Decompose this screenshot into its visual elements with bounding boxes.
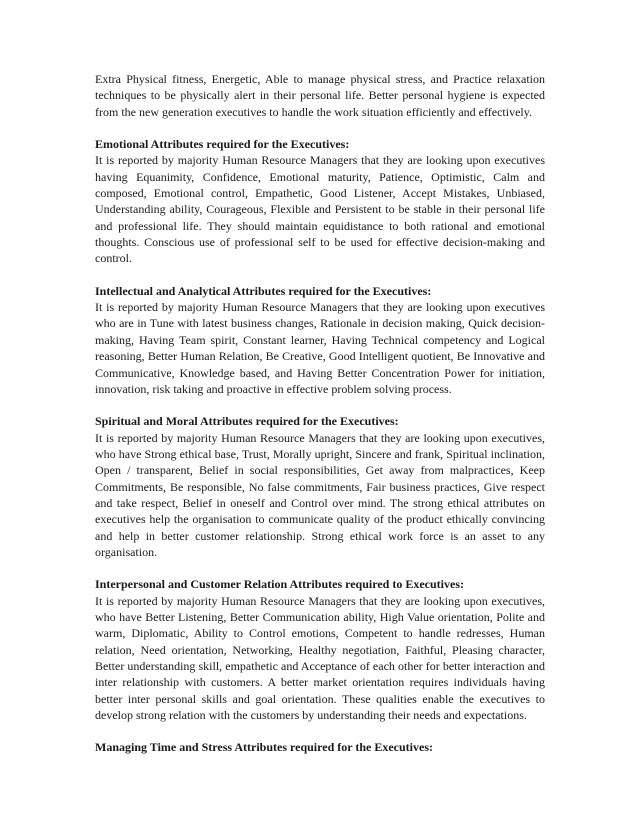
- section-heading: Intellectual and Analytical Attributes required for the Executives:: [95, 283, 432, 298]
- document-body: [95, 71, 545, 756]
- intro-paragraph: Extra Physical fitness, Energetic, Able to manage physical stress, and Practice relaxation techniques to be physically alert in their personal life. Better personal hygiene is expected from the new generation executives to handle the work situation efficiently and effectively.: [95, 72, 545, 119]
- section-heading: Spiritual and Moral Attributes required for the Executives:: [95, 414, 399, 429]
- section-heading: Interpersonal and Customer Relation Attributes required to Executives:: [95, 577, 464, 592]
- section-emotional: [95, 136, 545, 267]
- section-interpersonal: [95, 576, 545, 723]
- section-paragraph: It is reported by majority Human Resource Managers that they are looking upon executives, who have Better Listening, Better Communication ability, High Value orientation, Polite and warm, Diplomatic, Ability to Control emotions, Competent to handle redresses, Human relation, Need orientation, Networking, Healthy negotiation, Faithful, Pleasing character, Better understanding skill, empathetic and Acceptance of each other for better interaction and inter relationship with customers. A better market orientation requires individuals having better inter personal skills and goal orientation. These qualities enable the executives to develop strong relation with the customers by understanding their needs and expectations.: [95, 593, 545, 723]
- section-paragraph: It is reported by majority Human Resource Managers that they are looking upon executives who are in Tune with latest business changes, Rationale in decision making, Quick decision-making, Having Team spirit, Constant learner, Having Technical competency and Logical reasoning, Better Human Relation, Be Creative, Good Intelligent quotient, Be Innovative and Communicative, Knowledge based, and Having Better Concentration Power for initiation, innovation, risk taking and proactive in effective problem solving process.: [95, 300, 545, 396]
- section-paragraph: It is reported by majority Human Resource Managers that they are looking upon executives, who have Strong ethical base, Trust, Morally upright, Sincere and frank, Spiritual inclination, Open / transparent, Belief in social responsibilities, Get away from malpractices, Keep Commitments, Be responsible, No false commitments, Fair business practices, Give respect and take respect, Belief in oneself and Control over mind. The strong ethical attributes on executives help the organisation to communicate quality of the product ethically convincing and help in better customer relationship. Strong ethical work force is an asset to any organisation.: [95, 430, 545, 559]
- section-intellectual: [95, 283, 545, 397]
- section-spiritual: [95, 413, 545, 560]
- final-section-heading: Managing Time and Stress Attributes required for the Executives:: [95, 740, 434, 755]
- section-heading: Emotional Attributes required for the Executives:: [95, 137, 350, 152]
- section-paragraph: It is reported by majority Human Resource Managers that they are looking upon executives having Equanimity, Confidence, Emotional maturity, Patience, Optimistic, Calm and composed, Emotional control, Empathetic, Good Listener, Accept Mistakes, Unbiased, Understanding ability, Courageous, Flexible and Persistent to be stable in their personal life and professional life. They should maintain equidistance to both rational and emotional thoughts. Conscious use of professional self to be used for effective decision-making and control.: [95, 153, 545, 266]
